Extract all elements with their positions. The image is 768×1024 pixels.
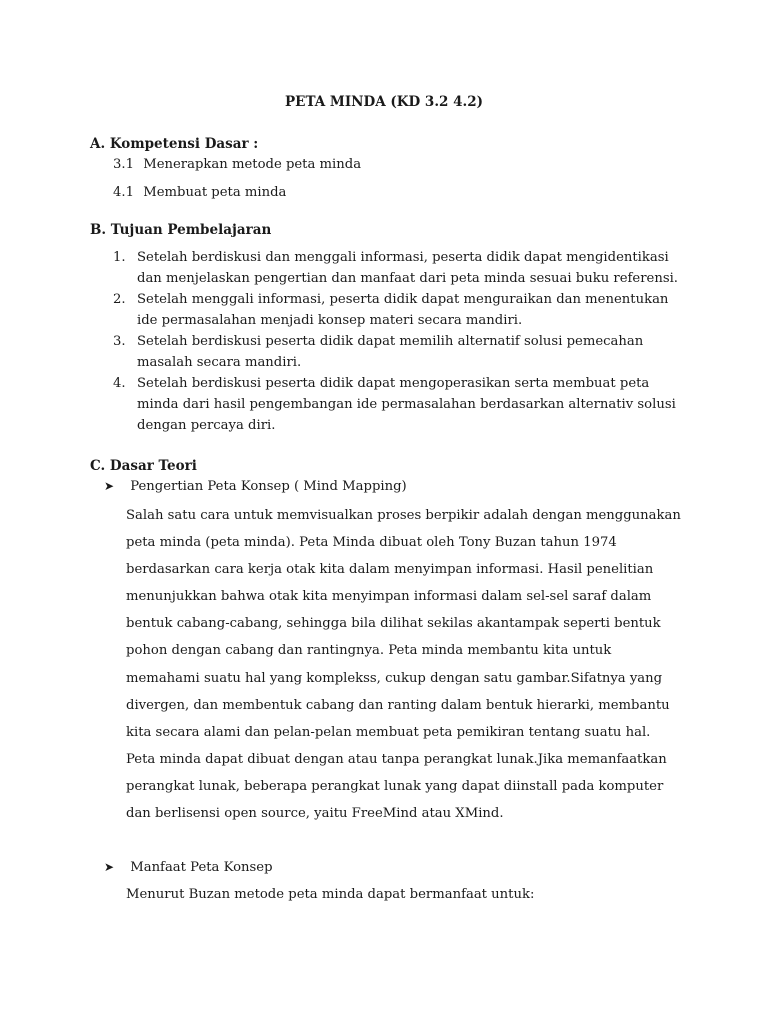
section-b-heading: B. Tujuan Pembelajaran (90, 222, 272, 238)
arrow-bullet-icon: ➤ (104, 479, 115, 493)
arrow-bullet-icon: ➤ (104, 860, 115, 874)
theory-bullet (104, 860, 273, 875)
objective-text: Setelah berdiskusi peserta didik dapat mengoperasikan serta membuat peta minda dari hasil pengembangan ide permasalahan berdasarkan alternativ solusi dengan percaya diri. (137, 376, 676, 433)
theory-bullet (104, 479, 407, 494)
objective-text: Setelah berdiskusi peserta didik dapat memilih alternatif solusi pemecahan masalah secara mandiri. (137, 334, 644, 370)
kd-item-text: Menerapkan metode peta minda (143, 157, 362, 172)
objectives-list (113, 247, 683, 436)
benefit-paragraph: Menurut Buzan metode peta minda dapat bermanfaat untuk: (126, 887, 535, 902)
kd-item-number: 3.1 (113, 157, 134, 172)
section-c-heading: C. Dasar Teori (90, 458, 197, 474)
theory-paragraph: Peta minda dapat dibuat dengan atau tanpa perangkat lunak.Jika memanfaatkan perangkat lunak, beberapa perangkat lunak yang dapat diinstall pada komputer dan berlisensi open source, yaitu FreeMind atau XMind. (126, 752, 667, 822)
section-a-heading: A. Kompetensi Dasar : (90, 136, 259, 152)
theory-paragraph: Salah satu cara untuk memvisualkan proses berpikir adalah dengan menggunakan peta minda (peta minda). Peta Minda dibuat oleh Tony Buzan tahun 1974 berdasarkan cara kerja otak kita dalam menyimpan informasi. Hasil penelitian menunjukkan bahwa otak kita menyimpan informasi dalam sel-sel saraf dalam bentuk cabang-cabang, sehingga bila dilihat sekilas akantampak seperti bentuk pohon dengan cabang dan rantingnya. Peta minda membantu kita untuk memahami suatu hal yang komplekss, cukup dengan satu gambar.Sifatnya yang divergen, dan membentuk cabang dan ranting dalam bentuk hierarki, membantu kita secara alami dan pelan-pelan membuat peta pemikiran tentang suatu hal. (126, 508, 681, 740)
objective-number: 4. (113, 376, 126, 391)
objective-number: 2. (113, 292, 126, 307)
objective-text: Setelah berdiskusi dan menggali informasi, peserta didik dapat mengidentikasi dan menjelaskan pengertian dan manfaat dari peta minda sesuai buku referensi. (137, 250, 678, 286)
objective-number: 3. (113, 334, 126, 349)
objective-item (113, 289, 683, 331)
kd-item-text: Membuat peta minda (143, 185, 287, 200)
kd-item (113, 185, 286, 200)
kd-item-number: 4.1 (113, 185, 134, 200)
theory-bullet-label: Pengertian Peta Konsep ( Mind Mapping) (130, 479, 407, 494)
objective-item (113, 373, 683, 436)
objective-text: Setelah menggali informasi, peserta didik dapat menguraikan dan menentukan ide permasalahan menjadi konsep materi secara mandiri. (137, 292, 669, 328)
kd-item (113, 157, 361, 172)
objective-number: 1. (113, 250, 126, 265)
theory-bullet-label: Manfaat Peta Konsep (130, 860, 273, 875)
objective-item (113, 331, 683, 373)
objective-item (113, 247, 683, 289)
document-title: PETA MINDA (KD 3.2 4.2) (285, 94, 483, 110)
